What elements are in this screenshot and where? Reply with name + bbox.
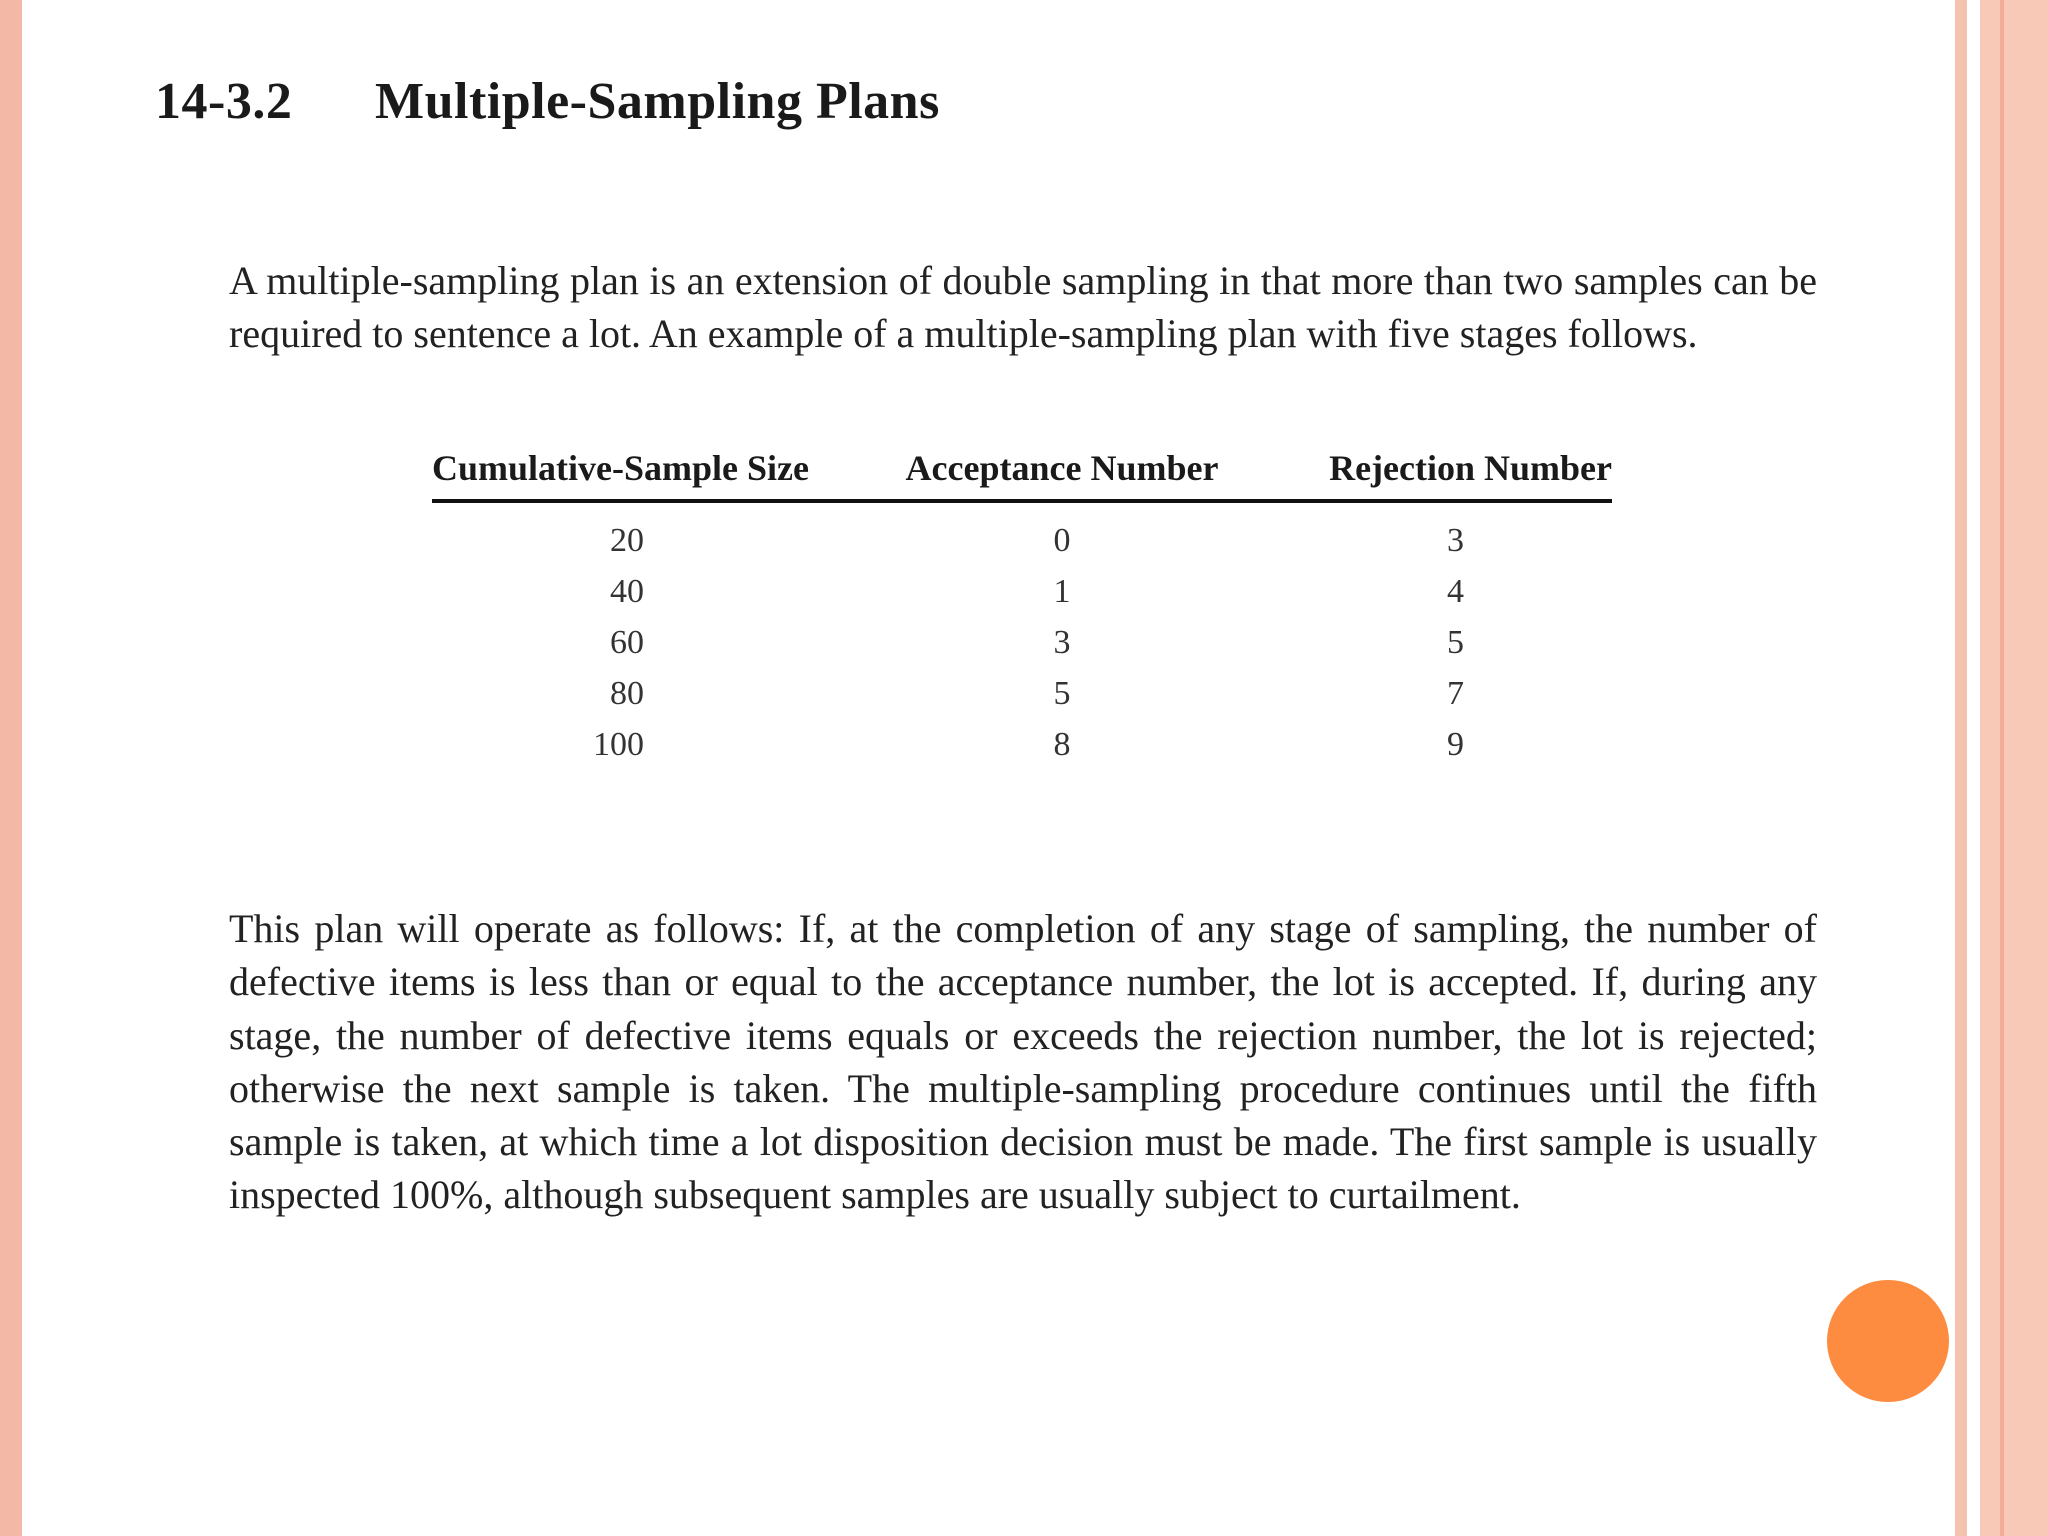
table-row [432,566,1612,617]
cell-acceptance-number: 3 [1053,623,1071,661]
intro-paragraph: A multiple-sampling plan is an extension of double sampling in that more than two samples can be required to sentence a lot. An example of a multiple-sampling plan with five stages follows. [229,258,1817,357]
table-row [432,668,1612,719]
cell-acceptance-number: 8 [1053,725,1071,763]
table-header-row [432,445,1612,501]
slide-right-border-line [2000,0,2004,1536]
cell-acceptance-number: 0 [1053,521,1071,559]
cell-rejection-number: 5 [1447,623,1464,661]
section-number: 14-3.2 [155,73,293,130]
slide-left-border [0,0,22,1536]
header-acceptance-number: Acceptance Number [872,445,1252,501]
explanation-paragraph: This plan will operate as follows: If, at the completion of any stage of sampling, the number of defective items is less than or equal to the acceptance number, the lot is accepted. If, during any stage, the number of defective items equals or exceeds the rejection number, the lot is rejected; otherwise the next sample is taken. The multiple-sampling procedure continues until the fifth sample is taken, at which time a lot disposition decision must be made. The first sample is usually inspected 100%, although subsequent samples are usually subject to curtailment. [229,906,1817,1218]
section-heading [155,72,940,131]
header-rejection-number: Rejection Number [1252,445,1612,501]
section-title: Multiple-Sampling Plans [375,73,940,130]
table-row [432,617,1612,668]
sampling-plan-table [432,445,1612,770]
cell-sample-size: 80 [610,674,644,712]
cell-rejection-number: 7 [1447,674,1464,712]
cell-rejection-number: 9 [1447,725,1464,763]
table-row [432,501,1612,566]
cell-sample-size: 60 [610,623,644,661]
slide-right-border-outer [1980,0,2048,1536]
slide-right-border-inner [1955,0,1967,1536]
table-row [432,719,1612,770]
cell-sample-size: 100 [593,725,644,763]
cell-sample-size: 20 [610,521,644,559]
cell-acceptance-number: 1 [1053,572,1071,610]
cell-acceptance-number: 5 [1053,674,1071,712]
cell-rejection-number: 4 [1447,572,1464,610]
decorative-orange-circle [1827,1280,1949,1402]
header-cumulative-sample-size: Cumulative-Sample Size [432,445,872,501]
cell-sample-size: 40 [610,572,644,610]
cell-rejection-number: 3 [1447,521,1464,559]
